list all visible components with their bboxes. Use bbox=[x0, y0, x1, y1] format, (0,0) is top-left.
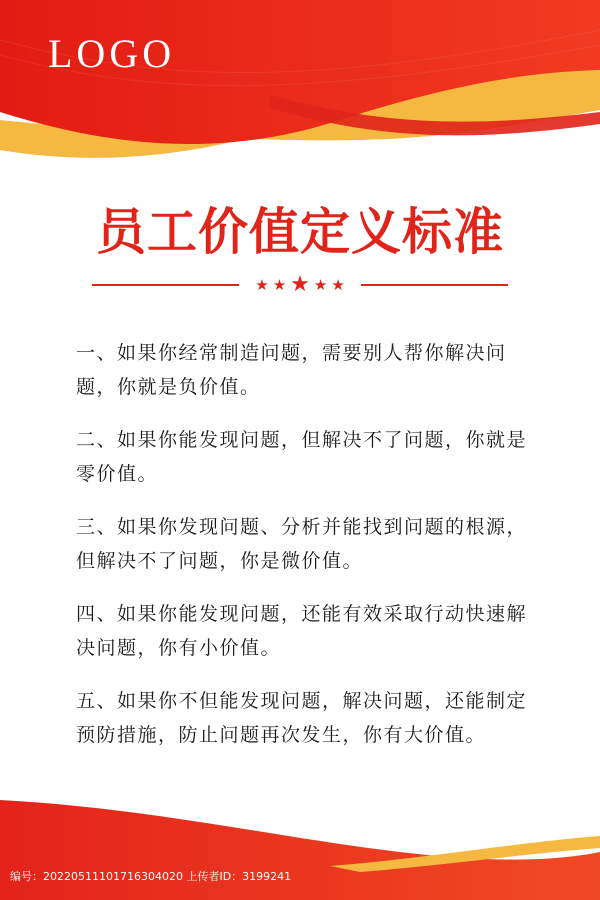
list-item: 五、如果你不但能发现问题，解决问题，还能制定预防措施，防止问题再次发生，你有大价值。 bbox=[76, 690, 528, 746]
star-icon: ★ bbox=[331, 275, 345, 294]
bottom-wave bbox=[0, 800, 600, 900]
list-item: 二、如果你能发现问题，但解决不了问题，你就是零价值。 bbox=[76, 429, 528, 485]
star-icon: ★ bbox=[290, 272, 310, 297]
star-icon: ★ bbox=[272, 275, 287, 294]
divider-line-right bbox=[361, 284, 508, 286]
list-item: 三、如果你发现问题、分析并能找到问题的根源，但解决不了问题，你是微价值。 bbox=[76, 516, 528, 572]
title-divider bbox=[92, 270, 508, 300]
star-icon: ★ bbox=[255, 275, 269, 294]
star-icon: ★ bbox=[313, 275, 328, 294]
divider-stars bbox=[253, 274, 347, 296]
list-item: 四、如果你能发现问题，还能有效采取行动快速解决问题，你有小价值。 bbox=[76, 603, 528, 659]
logo-text: LOGO bbox=[48, 31, 176, 76]
footer-id-text: 编号：20220511101716304020 上传者ID：3199241 bbox=[10, 870, 292, 883]
top-wave bbox=[0, 0, 600, 158]
value-standards-list bbox=[76, 336, 536, 771]
divider-line-left bbox=[92, 284, 239, 286]
page-title: 员工价值定义标准 bbox=[96, 203, 504, 261]
list-item: 一、如果你经常制造问题，需要别人帮你解决问题，你就是负价值。 bbox=[76, 342, 507, 398]
